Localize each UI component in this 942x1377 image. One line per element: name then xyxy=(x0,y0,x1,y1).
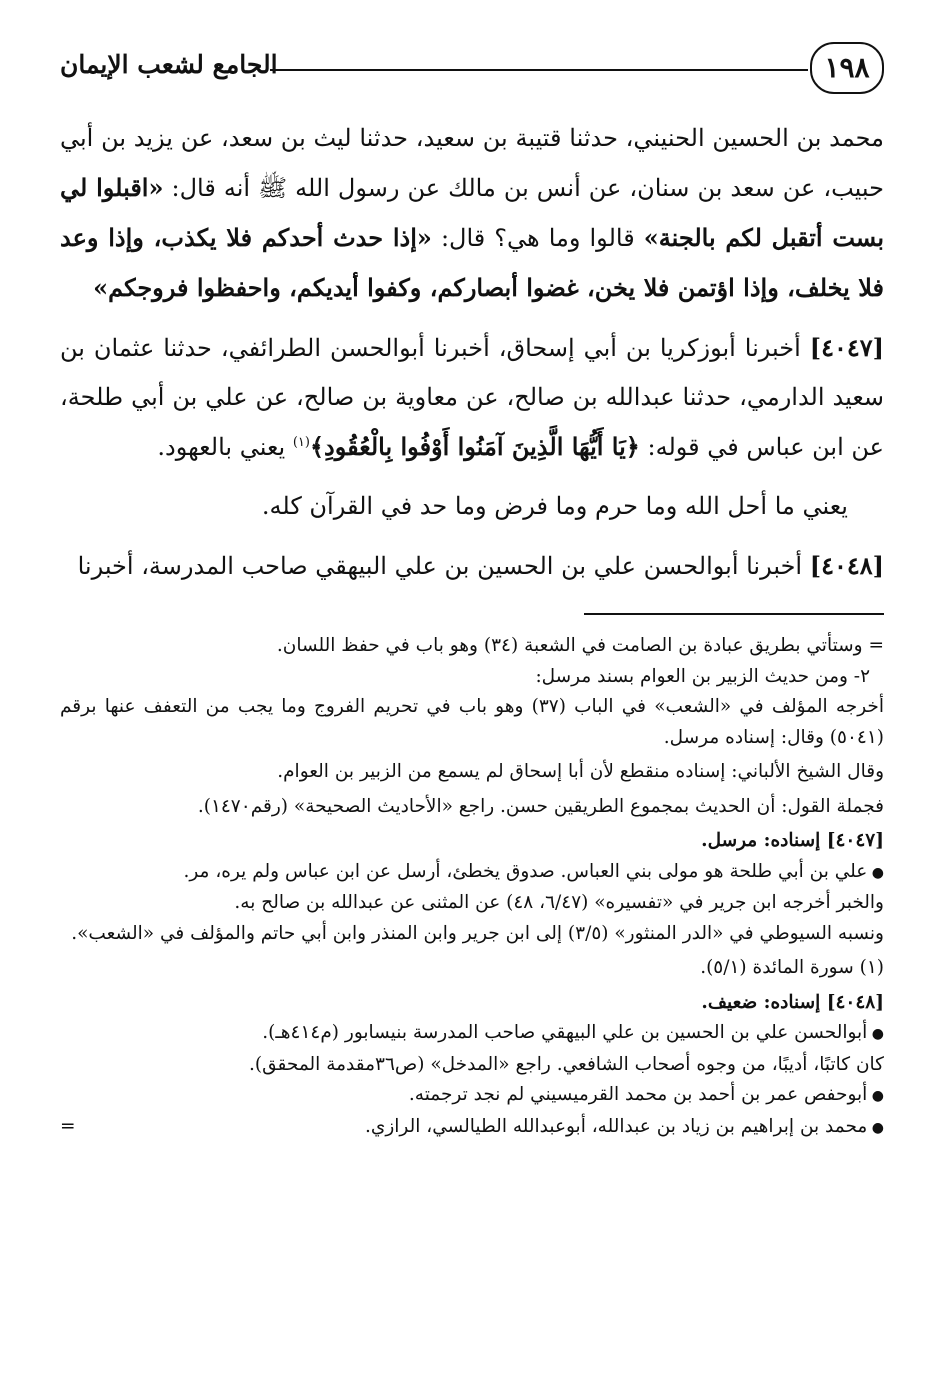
paragraph-hadith-4048 xyxy=(60,541,884,591)
text-run: محمد بن إبراهيم بن زياد بن عبدالله، أبوعبدالله الطيالسي، الرازي. xyxy=(364,1115,868,1137)
footnote-line: ونسبه السيوطي في «الدر المنثور» (٣/٥) إلى ابن جرير وابن المنذر وابن أبي حاتم والمؤلف في «الشعب». xyxy=(71,922,884,944)
book-title: الجامع لشعب الإيمان xyxy=(60,50,278,79)
footnote-line: وقال الشيخ الألباني: إسناده منقطع لأن أبا إسحاق لم يسمع من الزبير بن العوام. xyxy=(277,761,884,782)
paragraph-hadith-4047 xyxy=(60,323,884,472)
text-run: أبوحفص عمر بن أحمد بن محمد القرميسيني لم نجد ترجمته. xyxy=(408,1084,868,1105)
main-text xyxy=(60,114,884,591)
footnote-bullet-line xyxy=(60,1018,884,1050)
footnote-line: أخرجه المؤلف في «الشعب» في الباب (٣٧) وهو باب في تحريم الفروج وما يجب من التعفف عنها برقم (٥٠٤١) وقال: إسناده مرسل. xyxy=(60,696,884,748)
text-run: أخبرنا أبوزكريا بن أبي إسحاق، أخبرنا أبوالحسن الطرائفي، حدثنا عثمان بن سعيد الدارمي، حدثنا عبدالله بن صالح، عن معاوية بن صالح، عن علي بن أبي طلحة، عن ابن عباس في قوله: xyxy=(60,334,884,461)
header-rule xyxy=(270,69,808,71)
footnote-bullet-line xyxy=(60,857,884,889)
hadith-number: [٤٠٤٨] xyxy=(809,551,884,580)
footnote-line: كان كاتبًا، أديبًا، من وجوه أصحاب الشافعي. راجع «المدخل» (ص٣٦مقدمة المحقق). xyxy=(249,1053,884,1075)
hadith-number: [٤٠٤٨] xyxy=(826,991,884,1013)
bullet-icon: ● xyxy=(867,1119,884,1136)
footnote-line: فجملة القول: أن الحديث بمجموع الطريقين حسن. راجع «الأحاديث الصحيحة» (رقم١٤٧٠). xyxy=(197,795,884,817)
footnote-line: = وستأتي بطريق عبادة بن الصامت في الشعبة (٣٤) وهو باب في حفظ اللسان. xyxy=(276,635,884,656)
paragraph-hadith-continuation xyxy=(60,114,884,313)
footnote-divider xyxy=(584,613,884,615)
footnote-line: والخبر أخرجه ابن جرير في «تفسيره» (٦/٤٧، ٤٨) عن المثنى عن عبدالله بن صالح به. xyxy=(234,892,884,913)
text-run: علي بن أبي طلحة هو مولى بني العباس. صدوق يخطئ، أرسل عن ابن عباس ولم يره، مر. xyxy=(183,860,868,882)
quran-verse: ﴿يَا أَيُّهَا الَّذِينَ آمَنُوا أَوْفُوا بِالْعُقُودِ﴾ xyxy=(309,432,640,461)
page-number: ١٩٨ xyxy=(810,42,884,94)
text-run: أخبرنا أبوالحسن علي بن الحسين بن علي البيهقي صاحب المدرسة، أخبرنا xyxy=(77,552,810,580)
continuation-mark: = xyxy=(60,1115,76,1137)
paragraph-explanation: يعني ما أحل الله وما حرم وما فرض وما حد في القرآن كله. xyxy=(261,492,848,520)
bullet-icon: ● xyxy=(867,1088,884,1104)
text-run: قالوا وما هي؟ قال: xyxy=(431,224,644,252)
text-run: إسناده: ضعيف. xyxy=(701,991,827,1013)
text-run: محمد بن الحسين الحنيني، حدثنا قتيبة بن سعيد، حدثنا ليث بن سعد، عن يزيد بن أبي حبيب، عن سعد بن سنان، عن أنس بن مالك عن رسول الله ﷺ أنه قال: xyxy=(60,124,884,202)
footnote-heading xyxy=(60,988,884,1019)
footnote-line: ٢- ومن حديث الزبير بن العوام بسند مرسل: xyxy=(535,665,870,687)
text-run: إسناده: مرسل. xyxy=(701,830,827,851)
footnote-bullet-line xyxy=(60,1112,884,1144)
bullet-icon: ● xyxy=(867,864,884,881)
footnote-marker[interactable]: (١) xyxy=(292,435,310,450)
footnotes xyxy=(60,631,884,1143)
text-run: أبوالحسن علي بن الحسين بن علي البيهقي صاحب المدرسة بنيسابور (م٤١٤هـ). xyxy=(262,1022,868,1043)
hadith-quote: «إذا حدث أحدكم فلا يكذب، وإذا وعد فلا يخلف، وإذا اؤتمن فلا يخن، غضوا أبصاركم، وكفوا أيديكم، واحفظوا فروجكم» xyxy=(60,223,884,302)
hadith-number: [٤٠٤٧] xyxy=(826,830,884,851)
hadith-quote: «اقبلوا لي بست أتقبل لكم بالجنة» xyxy=(60,173,885,252)
footnote-bullet-line xyxy=(60,1080,884,1112)
footnote-heading xyxy=(60,826,884,857)
hadith-number: [٤٠٤٧] xyxy=(809,333,884,362)
page-header xyxy=(60,38,884,102)
book-page xyxy=(60,38,884,1143)
text-run: يعني بالعهود. xyxy=(157,433,293,461)
bullet-icon: ● xyxy=(867,1026,884,1042)
footnote-line: (١) سورة المائدة (٥/١). xyxy=(700,957,884,978)
